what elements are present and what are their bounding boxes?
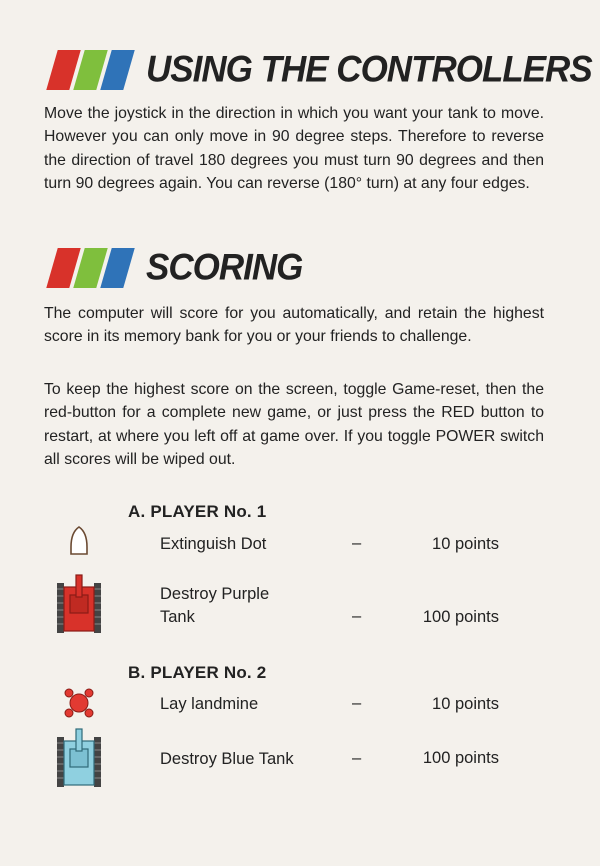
tricolor-stripes-icon: [46, 50, 130, 90]
dash: –: [352, 607, 362, 625]
tricolor-stripes-icon: [46, 248, 130, 288]
item-lay-landmine: Lay landmine: [160, 695, 259, 713]
points-value: 100 points: [422, 608, 499, 626]
dash: –: [352, 749, 362, 767]
landmine-icon: [64, 688, 94, 718]
item-extinguish-dot: Extinguish Dot: [160, 535, 267, 553]
dot-icon: [68, 525, 90, 557]
dash: –: [352, 534, 362, 552]
controllers-paragraph: Move the joystick in the direction in which you want your tank to move. However you can only move in 90 degree steps. Therefore to reverse the direction of travel 180 degrees you must turn 90 degrees and then turn 90 degrees again. You can reverse (180° turn) at any four edges.: [44, 105, 544, 193]
player-1-title: A. PLAYER No. 1: [128, 502, 267, 521]
controllers-heading: [46, 46, 592, 94]
scoring-paragraph-2: To keep the highest score on the screen, toggle Game-reset, then the red-button for a complete new game, or just press the RED button to restart, at where you left off at game over. If you toggle POWER switch all scores will be wiped out.: [44, 381, 544, 469]
item-destroy-purple-tank: Destroy Purple Tank: [160, 585, 270, 626]
red-tank-icon: [56, 573, 102, 635]
scoring-paragraph-1: The computer will score for you automatically, and retain the highest score in its memory bank for you or your friends to challenge.: [44, 305, 544, 346]
controllers-title: USING THE CONTROLLERS: [146, 49, 592, 90]
blue-tank-icon: [56, 727, 102, 789]
scoring-title: SCORING: [146, 247, 303, 288]
scoring-heading: [46, 244, 302, 292]
points-value: 10 points: [432, 695, 499, 713]
points-value: 10 points: [432, 535, 499, 553]
player-2-title: B. PLAYER No. 2: [128, 663, 267, 682]
item-destroy-blue-tank: Destroy Blue Tank: [160, 750, 294, 768]
points-value: 100 points: [422, 749, 499, 767]
dash: –: [352, 694, 362, 712]
